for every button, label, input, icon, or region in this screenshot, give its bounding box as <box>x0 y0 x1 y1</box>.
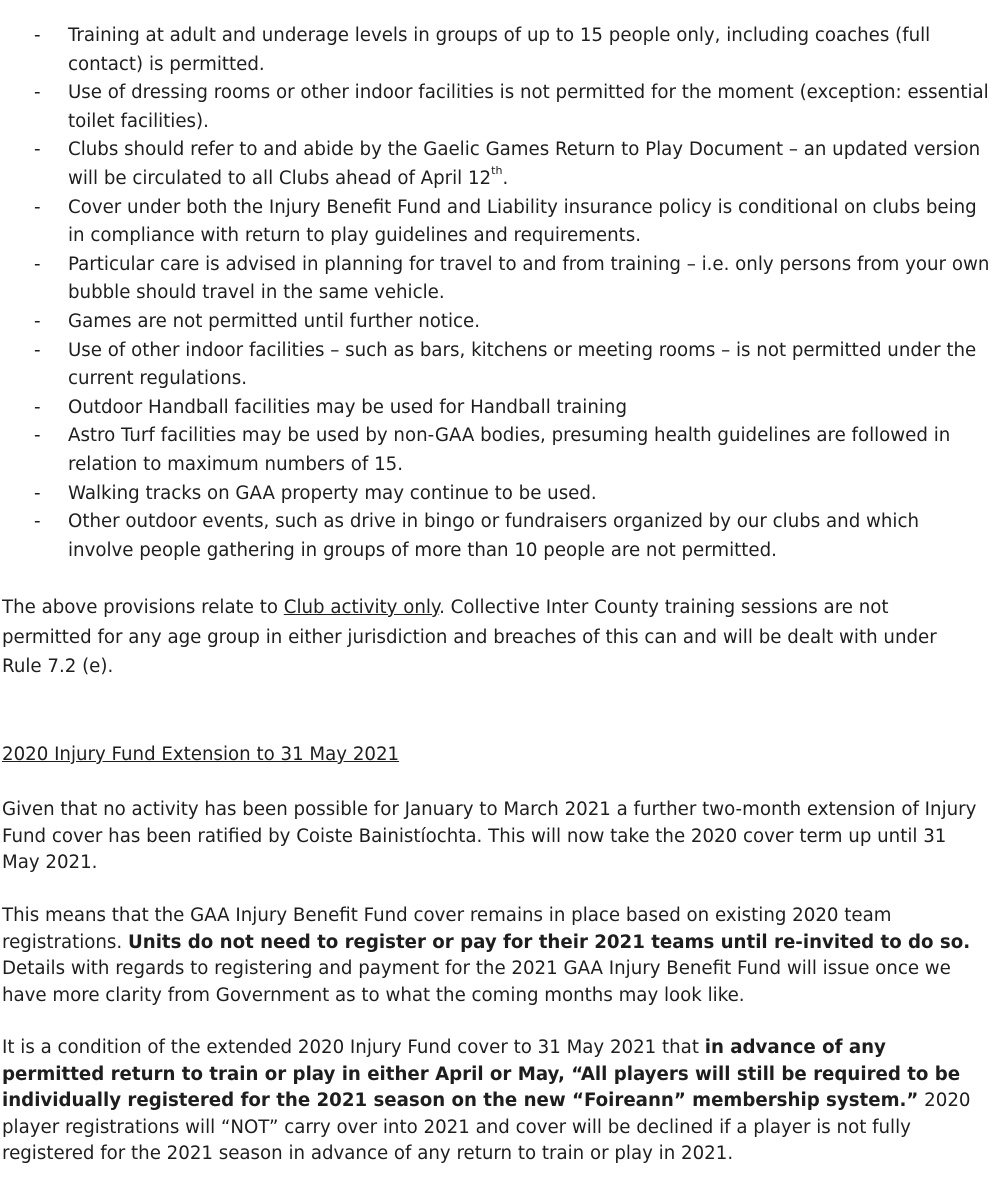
list-item-text: Walking tracks on GAA property may continue to be used. <box>68 482 597 504</box>
bullet-dash: - <box>34 253 41 275</box>
list-item-text: Use of other indoor facilities – such as bars, kitchens or meeting rooms – is not permitted under the current regulations. <box>68 339 977 390</box>
condition-bold-text: in advance of any permitted return to train or play in either April or May, “All players will still be required to be individually registered for the 2021 season on the new “Foireann” membership system.” <box>2 1037 961 1111</box>
list-item <box>0 422 990 479</box>
list-item <box>0 136 990 193</box>
condition-paragraph <box>2 1035 977 1168</box>
list-item-text: Other outdoor events, such as drive in bingo or fundraisers organized by our clubs and which involve people gathering in groups of more than 10 people are not permitted. <box>68 511 920 561</box>
cover-paragraph <box>2 903 977 1009</box>
bullet-dash: - <box>34 82 41 104</box>
list-item-text: Training at adult and underage levels in groups of up to 15 people only, including coaches (full contact) is permitted. <box>68 25 931 75</box>
provisions-text-end: . Collective Inter County training sessions are not permitted for any age group in either jurisdiction and breaches of this can and will be dealt with under Rule 7.2 (e). <box>2 597 937 677</box>
list-item-text: Clubs should refer to and abide by the Gaelic Games Return to Play Document – an updated version will be circulated to all Clubs ahead of April 12 <box>68 139 981 189</box>
cover-text-start: This means that the GAA Injury Benefit Fund cover remains in place based on existing 2020 team registrations. <box>2 905 892 953</box>
cover-bold-text: Units do not need to register or pay for their 2021 teams until re-invited to do so. <box>127 931 971 953</box>
bullet-dash: - <box>34 482 41 504</box>
bullet-dash: - <box>34 425 41 447</box>
list-item-text: Particular care is advised in planning for travel to and from training – i.e. only persons from your own bubble should travel in the same vehicle. <box>68 253 990 304</box>
list-item-text: Cover under both the Injury Benefit Fund and Liability insurance policy is conditional on clubs being in compliance with return to play guidelines and requirements. <box>68 196 977 247</box>
list-item <box>0 394 990 423</box>
condition-text-start: It is a condition of the extended 2020 Injury Fund cover to 31 May 2021 that <box>2 1037 705 1058</box>
list-item-suffix: . <box>502 167 509 189</box>
list-item-text: Astro Turf facilities may be used by non-GAA bodies, presuming health guidelines are followed in relation to maximum numbers of 15. <box>68 425 951 475</box>
extension-paragraph: Given that no activity has been possible for January to March 2021 a further two-month extension of Injury Fund cover has been ratified by Coiste Bainistíochta. This will now take the 2020 cover term up until 31 May 2021. <box>2 799 977 873</box>
list-item <box>0 79 990 136</box>
cover-text-end: Details with regards to registering and payment for the 2021 GAA Injury Benefit Fund will issue once we have more clarity from Government as to what the coming months may look like. <box>2 958 951 1006</box>
bullet-dash: - <box>34 511 41 533</box>
bullet-dash: - <box>34 139 41 161</box>
bullet-dash: - <box>34 396 41 418</box>
list-item <box>0 22 990 79</box>
bullet-dash: - <box>34 310 41 332</box>
list-item-text: Outdoor Handball facilities may be used for Handball training <box>68 396 627 418</box>
list-item <box>0 251 990 308</box>
list-item-text: Games are not permitted until further notice. <box>68 310 480 332</box>
provisions-text-start: The above provisions relate to <box>2 597 284 618</box>
bullet-dash: - <box>34 25 41 46</box>
superscript: th <box>491 163 503 177</box>
club-activity-underline: Club activity only <box>283 597 440 618</box>
list-item <box>0 337 990 394</box>
bullet-dash: - <box>34 196 41 218</box>
section-heading: 2020 Injury Fund Extension to 31 May 2021 <box>2 744 400 765</box>
list-item <box>0 308 990 337</box>
condition-text-end: 2020 player registrations will “NOT” carry over into 2021 and cover will be declined if a player is not fully registered for the 2021 season in advance of any return to train or play in 2021. <box>2 1090 971 1164</box>
list-item <box>0 480 990 509</box>
list-item-text: Use of dressing rooms or other indoor facilities is not permitted for the moment (exception: essential toilet facilities). <box>68 82 989 132</box>
list-item <box>0 508 990 565</box>
provisions-paragraph <box>2 593 977 682</box>
bullet-dash: - <box>34 339 41 361</box>
guidelines-list <box>0 22 990 565</box>
list-item <box>0 194 990 251</box>
